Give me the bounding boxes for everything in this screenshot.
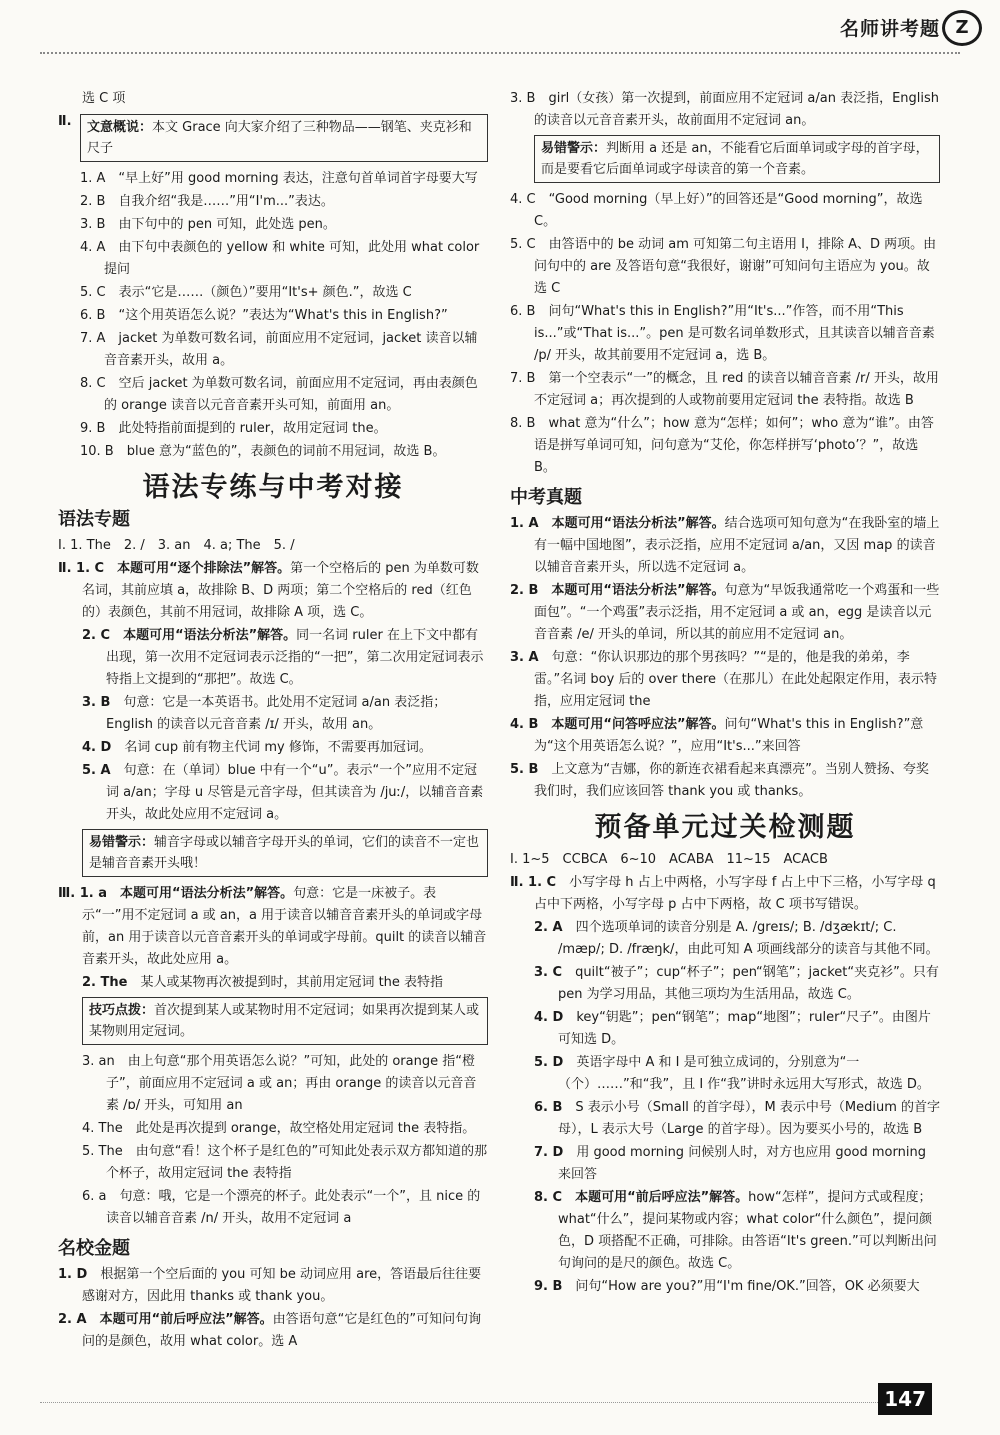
item-head: 4. D bbox=[82, 740, 125, 755]
method-note: 本题可用“前后呼应法”解答。 bbox=[575, 1190, 749, 1205]
list-item bbox=[510, 714, 940, 758]
list-item bbox=[510, 1187, 940, 1275]
running-header: 名师讲考题 bbox=[839, 18, 940, 40]
item-head: Ⅲ. 1. a bbox=[58, 886, 121, 901]
footer-divider bbox=[40, 1402, 920, 1403]
list-item: 8. B what 意为“什么”；how 意为“怎样；如何”；who 意为“谁”。由答语是拼写单词可知，问句意为“艾伦，你怎样拼写‘photo’？”，故选 B。 bbox=[510, 416, 934, 475]
list-item bbox=[58, 558, 488, 624]
item-text: 同一名词 ruler 在上下文中都有出现，第一次用不定冠词表示泛指的“一把”，第二次用定冠词表示特指上文提到的“那把”。故选 C。 bbox=[106, 628, 484, 687]
list-item: 选 C 项 bbox=[82, 91, 126, 106]
item-head: 3. C bbox=[534, 965, 576, 980]
list-item: 5. The 由句意“看！这个杯子是红色的”可知此处表示双方都知道的那个杯子，故用定冠词 the 表特指 bbox=[82, 1144, 488, 1181]
method-note: 本题可用“逐个排除法”解答。 bbox=[117, 561, 291, 576]
right-column bbox=[510, 88, 940, 1299]
list-item bbox=[510, 1097, 940, 1141]
item-text: 问句“What's this in English?”意为“这个用英语怎么说？”，应用“It's...”来回答 bbox=[534, 717, 924, 754]
list-item bbox=[58, 1264, 488, 1308]
item-head: 4. D bbox=[534, 1010, 577, 1025]
warning-box bbox=[534, 135, 940, 183]
item-head: 2. B bbox=[510, 583, 552, 598]
box-text: 判断用 a 还是 an，不能看它后面单词或字母的首字母，而是要看它后面单词或字母读音的第一个音素。 bbox=[541, 141, 929, 177]
list-item: 3. B 由下句中的 pen 可知，此处选 pen。 bbox=[80, 217, 336, 232]
subsection-heading: 中考真题 bbox=[510, 487, 582, 508]
answer-list-2 bbox=[58, 558, 488, 826]
subsection-heading: 语法专题 bbox=[58, 509, 130, 530]
item-text: 句意为“早饭我通常吃一个鸡蛋和一些面包”。“一个鸡蛋”表示泛指，用不定冠词 a 或 an，egg 是读音以元音音素 /e/ 开头的单词，所以其的前应用不定冠词 an。 bbox=[534, 583, 940, 642]
item-head: 3. B bbox=[82, 695, 124, 710]
item-head: 6. B bbox=[534, 1100, 576, 1115]
item-text: S 表示小号（Small 的首字母），M 表示中号（Medium 的首字母），L 表示大号（Large 的首字母）。因为要买小号的，故选 B bbox=[558, 1100, 941, 1137]
book-series-icon: Z bbox=[942, 10, 982, 46]
list-item: 3. an 由上句意“那个用英语怎么说？”可知，此处的 orange 指“橙子”，前面应用不定冠词 a 或 an；再由 orange 的读音以元音音素 /ɒ/ 开头，可知用 an bbox=[82, 1054, 477, 1113]
box-label: 易错警示： bbox=[89, 835, 155, 850]
item-head: 2. C bbox=[82, 628, 124, 643]
list-item bbox=[58, 883, 488, 971]
item-text: 第一个空格后的 pen 为单数可数名词，其前应填 a，故排除 B、D 两项；第二个空格后的 red（红色的）表颜色，其前不用冠词，故排除 A 项，选 C。 bbox=[82, 561, 479, 620]
item-head: 1. D bbox=[58, 1267, 101, 1282]
item-text: 由答语句意“它是红色的”可知问句询问的是颜色，故用 what color。选 A bbox=[82, 1312, 482, 1349]
list-item bbox=[510, 1142, 940, 1186]
list-item: 6. B 问句“What's this in English?”用“It's...”作答，而不用“This is...”或“That is...”。pen 是可数名词单数形式，且其读音以辅音音素 /p/ 开头，故其前要用不定冠词 a，选 B。 bbox=[510, 304, 935, 363]
list-item: 5. C 表示“它是……（颜色）”要用“It's+ 颜色.”，故选 C bbox=[80, 285, 412, 300]
header-divider bbox=[40, 52, 960, 54]
list-item bbox=[510, 1276, 940, 1298]
list-item: 8. C 空后 jacket 为单数可数名词，前面应用不定冠词，再由表颜色的 orange 读音以元音音素开头可知，前面用 an。 bbox=[80, 376, 478, 413]
item-text: 小写字母 h 占上中两格，小写字母 f 占上中下三格，小写字母 q 占中下两格，小写字母 p 占中下两格，故 C 项书写错误。 bbox=[534, 875, 936, 912]
summary-box bbox=[80, 114, 488, 162]
item-head: 8. C bbox=[534, 1190, 576, 1205]
list-item bbox=[510, 962, 940, 1006]
section-label: Ⅱ. bbox=[58, 114, 72, 129]
method-note: 本题可用“语法分析法”解答。 bbox=[123, 628, 297, 643]
section-2-block bbox=[58, 111, 488, 168]
list-item bbox=[510, 513, 940, 579]
item-text: 结合选项可知句意为“在我卧室的墙上有一幅中国地图”，表示泛指，应用不定冠词 a/an，又因 map 的读音以辅音音素开头，所以选不定冠词 a。 bbox=[534, 516, 940, 575]
item-text: 用 good morning 问候别人时，对方也应用 good morning 来回答 bbox=[558, 1145, 926, 1182]
item-head: 4. B bbox=[510, 717, 552, 732]
list-item: 3. B girl（女孩）第一次提到，前面应用不定冠词 a/an 表泛指，English 的读音以元音音素开头，故前面用不定冠词 an。 bbox=[510, 91, 940, 128]
box-text: 首次提到某人或某物时用不定冠词；如果再次提到某人或某物则用定冠词。 bbox=[89, 1003, 480, 1039]
box-label: 技巧点拨： bbox=[89, 1003, 155, 1018]
answer-list-7 bbox=[510, 513, 940, 803]
item-text: quilt“被子”；cup“杯子”；pen“钢笔”；jacket“夹克衫”。只有 pen 为学习用品，其他三项均为生活用品，故选 C。 bbox=[558, 965, 939, 1002]
list-item bbox=[510, 647, 940, 713]
list-item: 10. B blue 意为“蓝色的”，表颜色的词前不用冠词，故选 B。 bbox=[80, 444, 446, 459]
list-item bbox=[510, 872, 940, 916]
list-item: 2. B 自我介绍“我是……”用“I'm...”表达。 bbox=[80, 194, 334, 209]
item-head: Ⅱ. 1. C bbox=[58, 561, 118, 576]
answer-list-5 bbox=[58, 1264, 488, 1353]
box-text: 辅音字母或以辅音字母开头的单词，它们的读音不一定也是辅音音素开头哦！ bbox=[89, 835, 480, 871]
section-heading: 语法专练与中考对接 bbox=[142, 472, 404, 503]
left-column bbox=[58, 88, 488, 1354]
tip-box bbox=[82, 997, 488, 1045]
list-item bbox=[58, 1309, 488, 1353]
method-note: 本题可用“语法分析法”解答。 bbox=[120, 886, 294, 901]
section-heading: 预备单元过关检测题 bbox=[594, 812, 856, 843]
item-text: how“怎样”，提问方式或程度；what“什么”，提问某物或内容；what color“什么颜色”，提问颜色，D 项搭配不正确，可排除。由答语“It's green.”可以判断出问句询问的是尺的颜色。故选 C。 bbox=[558, 1190, 937, 1271]
item-text: 句意：在（单词）blue 中有一个“u”。表示“一个”应用不定冠词 a/an；字母 u 尽管是元音字母，但其读音为 /juː/，以辅音音素开头，故此处应用不定冠词 a。 bbox=[106, 763, 484, 822]
list-item bbox=[510, 1007, 940, 1051]
list-item: 4. A 由下句中表颜色的 yellow 和 white 可知，此处用 what color 提问 bbox=[80, 240, 480, 277]
item-text: 四个选项单词的读音分别是 A. /greɪs/; B. /dʒækɪt/; C. /mæp/; D. /fræŋk/，由此可知 A 项画线部分的读音与其他不同。 bbox=[558, 920, 939, 957]
item-text: key“钥匙”；pen“钢笔”；map“地图”；ruler“尺子”。由图片可知选 D。 bbox=[558, 1010, 931, 1047]
answer-line: Ⅰ. 1. The 2. / 3. an 4. a; The 5. / bbox=[58, 538, 295, 553]
item-text: 某人或某物再次被提到时，其前用定冠词 the 表特指 bbox=[140, 975, 444, 990]
list-item: 4. The 此处是再次提到 orange，故空格处用定冠词 the 表特指。 bbox=[82, 1121, 476, 1136]
item-text: 英语字母中 A 和 I 是可独立成词的，分别意为“一（个）……”和“我”，且 I 作“我”讲时永远用大写形式，故选 D。 bbox=[558, 1055, 930, 1092]
list-item: 6. a 句意：哦，它是一个漂亮的杯子。此处表示“一个”，且 nice 的读音以辅音音素 /n/ 开头，故用不定冠词 a bbox=[82, 1189, 481, 1226]
list-item bbox=[58, 737, 488, 759]
item-head: Ⅱ. 1. C bbox=[510, 875, 570, 890]
method-note: 本题可用“语法分析法”解答。 bbox=[551, 516, 725, 531]
list-item: 6. B “这个用英语怎么说？”表达为“What's this in English?” bbox=[80, 308, 448, 323]
page-number: 147 bbox=[878, 1383, 932, 1415]
list-item bbox=[510, 580, 940, 646]
item-head: 5. D bbox=[534, 1055, 577, 1070]
list-item: 1. A “早上好”用 good morning 表达，注意句首单词首字母要大写 bbox=[80, 171, 478, 186]
item-text: 根据第一个空后面的 you 可知 be 动词应用 are，答语最后往往要感谢对方，因此用 thanks 或 thank you。 bbox=[82, 1267, 482, 1304]
item-head: 3. A bbox=[510, 650, 552, 665]
list-item: 7. A jacket 为单数可数名词，前面应用不定冠词，jacket 读音以辅音音素开头，故用 a。 bbox=[80, 331, 478, 368]
item-text: 句意：它是一本英语书。此处用不定冠词 a/an 表泛指；English 的读音以元音音素 /ɪ/ 开头，故用 an。 bbox=[106, 695, 447, 732]
list-item: 7. B 第一个空表示“一”的概念，且 red 的读音以辅音音素 /r/ 开头，故用不定冠词 a；再次提到的人或物前要用定冠词 the 表特指。故选 B bbox=[510, 371, 939, 408]
answer-list-1 bbox=[58, 168, 488, 463]
list-item: 5. C 由答语中的 be 动词 am 可知第二句主语用 I，排除 A、D 两项。由问句中的 are 及答语句意“我很好，谢谢”可知问句主语应为 you。故选 C bbox=[510, 237, 937, 296]
list-item bbox=[510, 917, 940, 961]
item-head: 2. The bbox=[82, 975, 141, 990]
item-head: 5. A bbox=[82, 763, 124, 778]
answer-line: Ⅰ. 1~5 CCBCA 6~10 ACABA 11~15 ACACB bbox=[510, 852, 828, 867]
list-item bbox=[58, 972, 488, 994]
item-head: 5. B bbox=[510, 762, 552, 777]
item-text: 句意：“你认识那边的那个男孩吗？”“是的，他是我的弟弟，李雷。”名词 boy 后的 over there（在那儿）在此处起限定作用，表示特指，应用定冠词 the bbox=[534, 650, 938, 709]
box-text: 本文 Grace 向大家介绍了三种物品——钢笔、夹克衫和尺子 bbox=[87, 120, 472, 156]
box-label: 易错警示： bbox=[541, 141, 607, 156]
list-item: 4. C “Good morning（早上好）”的回答还是“Good morning”，故选 C。 bbox=[510, 192, 923, 229]
subsection-heading: 名校金题 bbox=[58, 1238, 130, 1259]
warning-box bbox=[82, 829, 488, 877]
answer-list-3 bbox=[58, 883, 488, 994]
list-item bbox=[510, 1052, 940, 1096]
box-label: 文意概说： bbox=[87, 120, 153, 135]
list-item bbox=[510, 759, 940, 803]
answer-list-8 bbox=[510, 872, 940, 1298]
list-item bbox=[58, 692, 488, 736]
list-item bbox=[58, 760, 488, 826]
list-item: 9. B 此处特指前面提到的 ruler，故用定冠词 the。 bbox=[80, 421, 387, 436]
item-text: 上文意为“吉娜，你的新连衣裙看起来真漂亮”。当别人赞扬、夸奖我们时，我们应该回答 thank you 或 thanks。 bbox=[534, 762, 929, 799]
item-text: 问句“How are you?”用“I'm fine/OK.”回答，OK 必须要大 bbox=[575, 1279, 920, 1294]
answer-list-4 bbox=[58, 1051, 488, 1230]
answer-list-6 bbox=[510, 189, 940, 479]
method-note: 本题可用“前后呼应法”解答。 bbox=[99, 1312, 273, 1327]
list-item bbox=[58, 625, 488, 691]
method-note: 本题可用“问答呼应法”解答。 bbox=[551, 717, 725, 732]
item-head: 9. B bbox=[534, 1279, 576, 1294]
item-head: 1. A bbox=[510, 516, 552, 531]
left-top-list bbox=[58, 88, 488, 110]
item-head: 7. D bbox=[534, 1145, 577, 1160]
item-head: 2. A bbox=[58, 1312, 100, 1327]
method-note: 本题可用“语法分析法”解答。 bbox=[551, 583, 725, 598]
item-text: 句意：它是一床被子。表示“一”用不定冠词 a 或 an，a 用于读音以辅音音素开头的单词或字母前，an 用于读音以元音音素开头的单词或字母前。quilt 的读音以辅音音素开头，故此处应用 a。 bbox=[82, 886, 487, 967]
item-head: 2. A bbox=[534, 920, 576, 935]
item-text: 名词 cup 前有物主代词 my 修饰，不需要再加冠词。 bbox=[124, 740, 432, 755]
